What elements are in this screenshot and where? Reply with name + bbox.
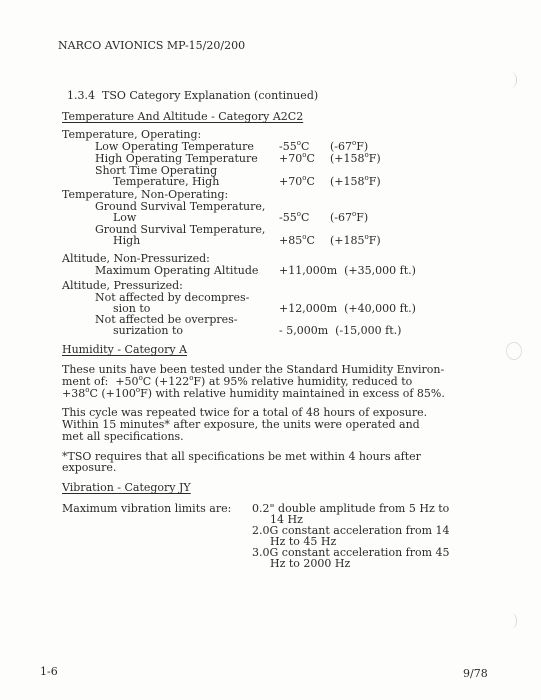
vibration-item3-line1: 3.0G constant acceleration from 45 <box>252 546 450 559</box>
page-date: 9/78 <box>463 667 488 680</box>
short-time-f: $(+158^oF)$ <box>330 174 381 188</box>
binder-hole-mark <box>506 342 522 360</box>
overp-label-1: Not affected be overpres- <box>95 313 238 326</box>
max-op-alt-value: +11,000m (+35,000 ft.) <box>279 264 416 277</box>
gs-high-label-1: Ground Survival Temperature, <box>95 223 266 236</box>
gs-low-label-2: Low <box>113 211 137 224</box>
short-time-c: $+70^oC$ <box>279 174 315 188</box>
vibration-label: Maximum vibration limits are: <box>62 502 232 515</box>
gs-high-f: $(+185^oF)$ <box>330 233 381 247</box>
tso-note-line1: *TSO requires that all specifications be met within 4 hours after <box>62 450 421 463</box>
vibration-item3-line2: Hz to 2000 Hz <box>270 557 351 570</box>
binder-hole-mark <box>510 613 517 629</box>
decomp-value: +12,000m (+40,000 ft.) <box>279 302 416 315</box>
decomp-label-2: sion to <box>113 302 151 315</box>
high-op-f: $(+158^oF)$ <box>330 151 381 165</box>
gs-high-c: $+85^oC$ <box>279 233 315 247</box>
temp-nonop-label: Temperature, Non-Operating: <box>62 188 229 201</box>
temp-operating-label: Temperature, Operating: <box>62 128 202 141</box>
gs-low-f: (-67$^o$F) <box>330 210 369 224</box>
max-op-alt-label: Maximum Operating Altitude <box>95 264 259 277</box>
low-op-c: -55$^o$C <box>279 139 310 153</box>
decomp-label-1: Not affected by decompres- <box>95 291 250 304</box>
humidity-p2-line3: met all specifications. <box>62 430 184 443</box>
tso-note-line2: exposure. <box>62 461 117 474</box>
gs-low-label-1: Ground Survival Temperature, <box>95 200 266 213</box>
alt-nonpress-label: Altitude, Non-Pressurized: <box>62 252 210 265</box>
humidity-p1-line3: $+38^oC$ $(+100^oF)$ with relative humidity maintained in excess of 85%. <box>62 386 445 400</box>
temp-alt-heading: Temperature And Altitude - Category A2C2 <box>62 110 304 123</box>
gs-high-label-2: High <box>113 234 141 247</box>
overp-value: - 5,000m (-15,000 ft.) <box>279 324 402 337</box>
document-header: NARCO AVIONICS MP-15/20/200 <box>58 39 246 52</box>
page-number: 1-6 <box>40 665 58 678</box>
humidity-p2-line1: This cycle was repeated twice for a total of 48 hours of exposure. <box>62 406 428 419</box>
humidity-p1-line2: ment of: $+50^oC$ $(+122^oF)$ at 95% relative humidity, reduced to <box>62 374 413 388</box>
vibration-heading: Vibration - Category JY <box>62 481 191 494</box>
high-op-label: High Operating Temperature <box>95 152 258 165</box>
low-op-label: Low Operating Temperature <box>95 140 254 153</box>
high-op-c: $+70^oC$ <box>279 151 315 165</box>
short-time-label-2: Temperature, High <box>113 175 220 188</box>
low-op-f: (-67$^o$F) <box>330 139 369 153</box>
vibration-item2-line1: 2.0G constant acceleration from 14 <box>252 524 450 537</box>
overp-label-2: surization to <box>113 324 184 337</box>
vibration-item1-line1: 0.2" double amplitude from 5 Hz to <box>252 502 450 515</box>
vibration-item1-line2: 14 Hz <box>270 513 303 526</box>
binder-hole-mark <box>510 72 517 88</box>
short-time-label-1: Short Time Operating <box>95 164 218 177</box>
humidity-heading: Humidity - Category A <box>62 343 188 356</box>
gs-low-c: -55$^o$C <box>279 210 310 224</box>
vibration-item2-line2: Hz to 45 Hz <box>270 535 337 548</box>
alt-press-label: Altitude, Pressurized: <box>62 279 183 292</box>
section-title: 1.3.4 TSO Category Explanation (continued) <box>67 89 319 102</box>
humidity-p1-line1: These units have been tested under the Standard Humidity Environ- <box>62 363 445 376</box>
humidity-p2-line2: Within 15 minutes* after exposure, the units were operated and <box>62 418 420 431</box>
